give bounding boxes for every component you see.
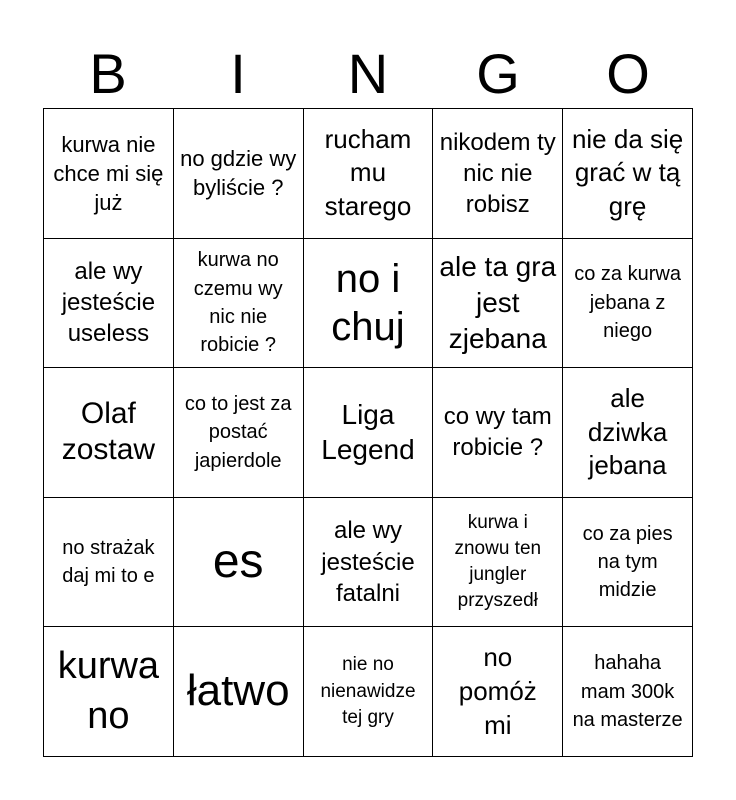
bingo-cell[interactable] [433, 368, 563, 498]
bingo-cell[interactable] [174, 368, 304, 498]
bingo-cell[interactable] [44, 627, 174, 757]
bingo-cell-text: no i chuj [331, 256, 405, 349]
bingo-grid [43, 108, 693, 757]
bingo-cell[interactable] [304, 368, 434, 498]
bingo-cell[interactable] [563, 239, 693, 369]
bingo-cell-text: kurwa no czemu wy nic nie robicie ? [193, 249, 283, 357]
bingo-cell-text: hahaha mam 300k na masterze [572, 652, 683, 731]
bingo-cell-text: no pomóż mi [458, 642, 537, 740]
bingo-cell-text: co za pies na tym midzie [582, 522, 673, 602]
bingo-cell[interactable] [44, 239, 174, 369]
header-letter-o: O [606, 42, 650, 105]
bingo-cell[interactable] [563, 627, 693, 757]
header-letter-g: G [476, 42, 520, 105]
bingo-cell-text: ale dziwka jebana [587, 382, 668, 481]
bingo-cell-text: kurwa nie chce mi się już [53, 131, 164, 215]
bingo-cell[interactable] [563, 368, 693, 498]
header-letter-b: B [89, 42, 127, 105]
bingo-cell[interactable] [174, 627, 304, 757]
bingo-cell[interactable] [174, 239, 304, 369]
bingo-cell-text: co wy tam robicie ? [443, 403, 552, 462]
bingo-cell-text: kurwa no [57, 645, 160, 737]
bingo-cell[interactable] [304, 498, 434, 628]
bingo-cell-text: nie no nienawidze tej gry [320, 654, 416, 728]
header-letter-n: N [347, 42, 389, 105]
bingo-cell-text: nie da się grać w tą grę [571, 123, 684, 222]
bingo-cell[interactable] [174, 498, 304, 628]
bingo-cell[interactable] [563, 498, 693, 628]
bingo-cell[interactable] [174, 109, 304, 239]
bingo-cell[interactable] [44, 368, 174, 498]
bingo-cell-text: Liga Legend [321, 398, 415, 466]
bingo-cell[interactable] [563, 109, 693, 239]
bingo-cell-text: ale wy jesteście useless [61, 258, 156, 348]
bingo-cell-text: ale ta gra jest zjebana [439, 251, 557, 354]
bingo-cell-text: es [212, 535, 264, 589]
bingo-cell[interactable] [433, 239, 563, 369]
bingo-cell[interactable] [44, 498, 174, 628]
bingo-cell[interactable] [304, 239, 434, 369]
bingo-cell-text: łatwo [186, 666, 290, 716]
header-letter-i: I [230, 42, 246, 105]
bingo-cell-text: no gdzie wy byliście ? [180, 146, 297, 201]
bingo-cell[interactable] [433, 627, 563, 757]
bingo-cell-text: nikodem ty nic nie robisz [439, 128, 556, 218]
bingo-cell-text: co to jest za postać japierdole [184, 392, 292, 472]
bingo-cell-text: rucham mu starego [324, 123, 412, 222]
bingo-cell[interactable] [44, 109, 174, 239]
bingo-cell[interactable] [304, 627, 434, 757]
bingo-cell[interactable] [304, 109, 434, 239]
bingo-cell-text: Olaf zostaw [61, 397, 156, 467]
bingo-cell-text: kurwa i znowu ten jungler przyszedł [454, 511, 542, 612]
bingo-cell-text: ale wy jesteście fatalni [321, 517, 415, 607]
bingo-header [43, 40, 693, 108]
bingo-cell[interactable] [433, 498, 563, 628]
bingo-cell-text: no strażak daj mi to e [62, 536, 155, 588]
bingo-cell[interactable] [433, 109, 563, 239]
bingo-cell-text: co za kurwa jebana z niego [574, 263, 681, 343]
